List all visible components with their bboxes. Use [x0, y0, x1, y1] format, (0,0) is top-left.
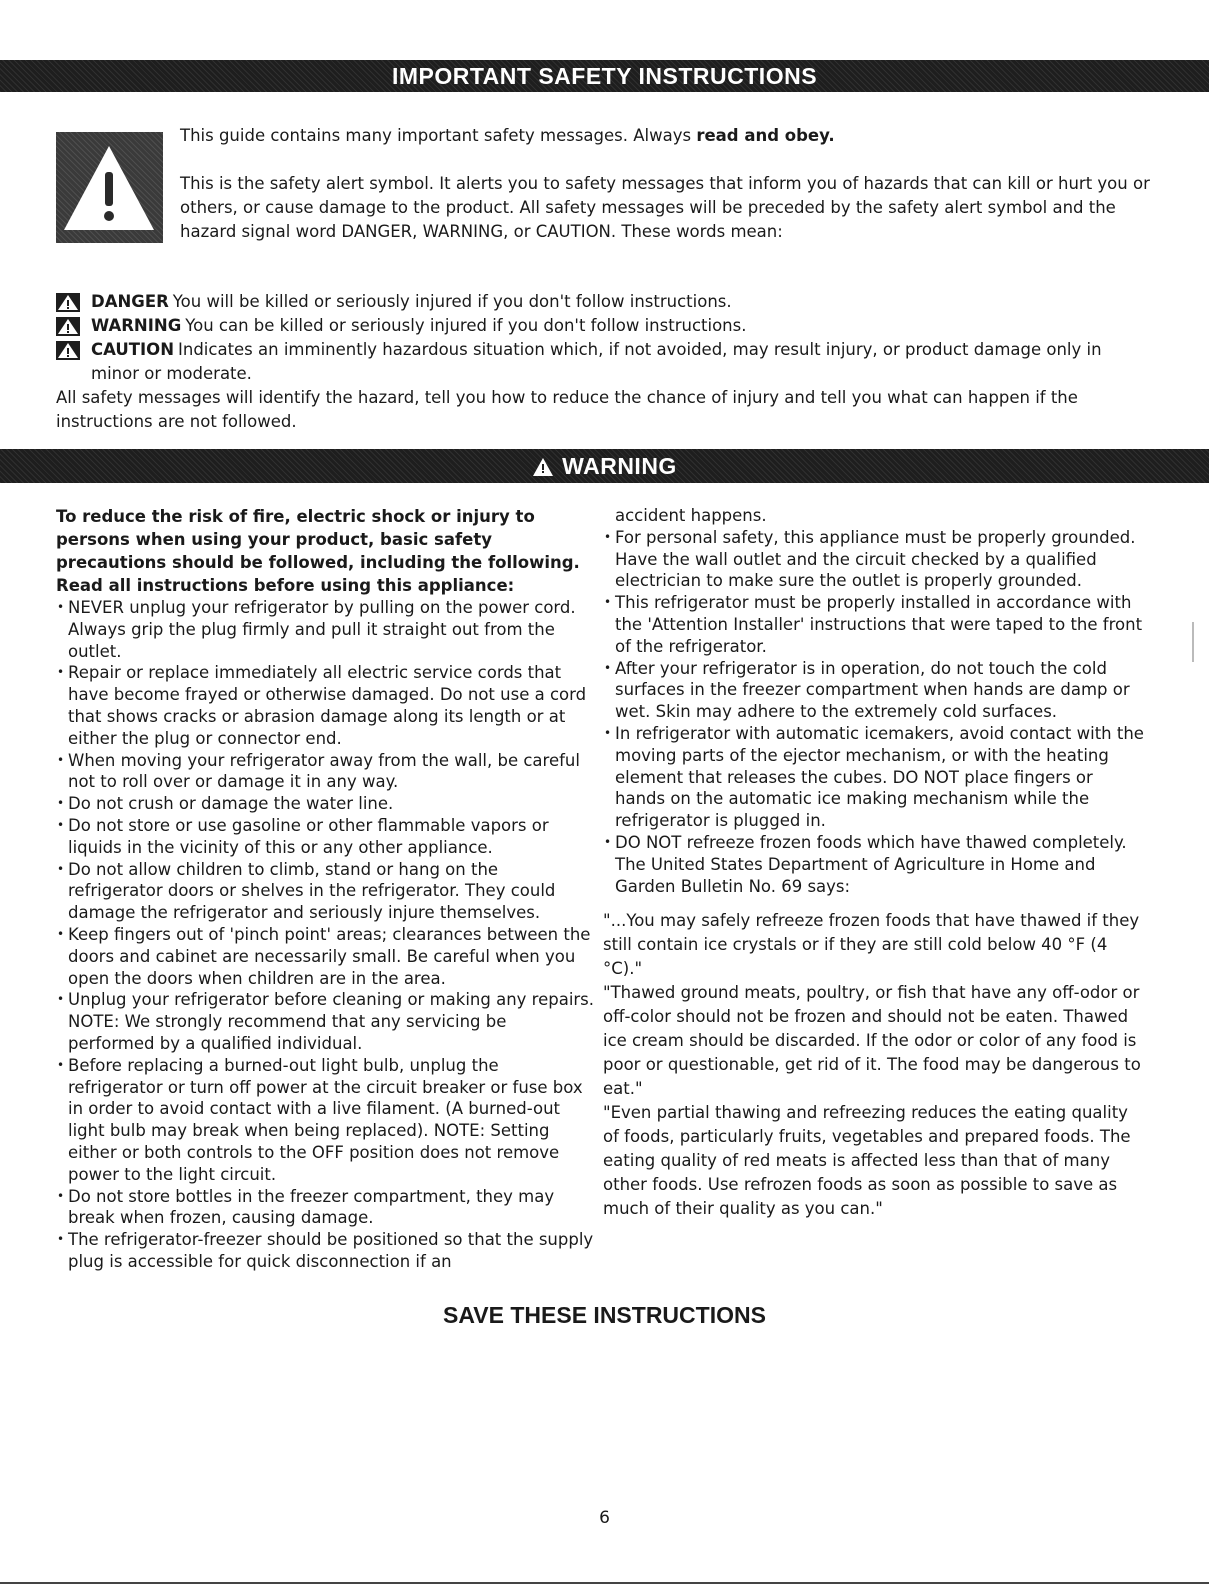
list-item: • Do not crush or damage the water line.: [56, 793, 596, 815]
usda-quote: "Even partial thawing and refreezing reduces the eating quality of foods, particularly fruits, vegetables and prepared foods. The eating quality of red meats is affected less than that of many other foods. Use refrozen foods as soon as possible to save as much of their quality as you can.": [603, 1103, 1131, 1219]
caution-alert-icon: [56, 341, 80, 360]
list-item: • In refrigerator with automatic icemakers, avoid contact with the moving parts of the ejector mechanism, or with the heating element that releases the cubes. DO NOT place fingers or hands on the automatic ice making mechanism while the refrigerator is plugged in.: [603, 723, 1148, 832]
page-title: IMPORTANT SAFETY INSTRUCTIONS: [391, 63, 818, 89]
list-item: • After your refrigerator is in operation, do not touch the cold surfaces in the freezer compartment when hands are damp or wet. Skin may adhere to the extremely cold surfaces.: [603, 658, 1148, 723]
list-item: • Unplug your refrigerator before cleaning or making any repairs. NOTE: We strongly recommend that any servicing be performed by a qualified individual.: [56, 989, 596, 1054]
warning-right-column: [603, 505, 1148, 1221]
warning-left-column: [56, 505, 596, 1273]
intro-emphasis: read and obey.: [696, 126, 835, 145]
scan-edge-mark: [1192, 622, 1194, 662]
list-item: • NEVER unplug your refrigerator by pulling on the power cord. Always grip the plug firmly and pull it straight out from the outlet.: [56, 597, 596, 662]
intro-text: This guide contains many important safety messages. Always: [180, 126, 697, 145]
list-item: • Do not store or use gasoline or other flammable vapors or liquids in the vicinity of this or any other appliance.: [56, 815, 596, 859]
warning-banner: [0, 449, 1209, 483]
signal-caution: [56, 338, 1146, 386]
warning-alert-icon: [56, 317, 80, 336]
continued-text: accident happens.: [615, 506, 767, 525]
signal-text: You will be killed or seriously injured if you don't follow instructions.: [172, 292, 732, 311]
save-instructions-heading: SAVE THESE INSTRUCTIONS: [443, 1302, 766, 1328]
signal-text: Indicates an imminently hazardous situation which, if not avoided, may result injury, or product damage only in minor or moderate.: [91, 340, 1102, 383]
list-item: • For personal safety, this appliance must be properly grounded. Have the wall outlet and the circuit checked by a qualified electrician to make sure the outlet is properly grounded.: [603, 527, 1148, 592]
list-item: • Do not store bottles in the freezer compartment, they may break when frozen, causing damage.: [56, 1186, 596, 1230]
list-item: • When moving your refrigerator away from the wall, be careful not to roll over or damage it in any way.: [56, 750, 596, 794]
list-item: • Keep fingers out of 'pinch point' areas; clearances between the doors and cabinet are necessarily small. Be careful when you open the doors when children are in the area.: [56, 924, 596, 989]
danger-alert-icon: [56, 293, 80, 312]
safety-alert-symbol-icon: [56, 132, 163, 243]
header-banner: [0, 60, 1209, 92]
warning-title: WARNING: [562, 453, 677, 479]
alert-symbol-description: This is the safety alert symbol. It alerts you to safety messages that inform you of hazards that can kill or hurt you or others, or cause damage to the product. All safety messages will be preceded by the safety alert symbol and the hazard signal word DANGER, WARNING, or CAUTION. These words mean:: [180, 174, 1150, 241]
signal-danger: [56, 290, 1146, 314]
list-item: • Before replacing a burned-out light bulb, unplug the refrigerator or turn off power at the circuit breaker or fuse box in order to avoid contact with a live filament. (A burned-out light bulb may break when being replaced). NOTE: Setting either or both controls to the OFF position does not remove power to the light circuit.: [56, 1055, 596, 1186]
warning-lead: To reduce the risk of fire, electric shock or injury to persons when using your product, basic safety precautions should be followed, including the following. Read all instructions before using this appliance:: [56, 507, 580, 595]
left-bullet-list: [56, 597, 596, 1273]
summary-text: All safety messages will identify the hazard, tell you how to reduce the chance of injury and tell you what can happen if the instructions are not followed.: [56, 388, 1078, 431]
list-item: • Do not allow children to climb, stand or hang on the refrigerator doors or shelves in the refrigerator. They could damage the refrigerator and seriously injure themselves.: [56, 859, 596, 924]
warning-triangle-icon: [532, 452, 554, 486]
signal-text: You can be killed or seriously injured if you don't follow instructions.: [185, 316, 747, 335]
signal-warning: [56, 314, 1146, 338]
list-item: • This refrigerator must be properly installed in accordance with the 'Attention Installer' instructions that were taped to the front of the refrigerator.: [603, 592, 1148, 657]
page-number: 6: [599, 1508, 610, 1528]
signal-word: DANGER: [91, 292, 169, 311]
list-item: • Repair or replace immediately all electric service cords that have become frayed or otherwise damaged. Do not use a cord that shows cracks or abrasion damage along its length or at either the plug or connector end.: [56, 662, 596, 749]
intro-paragraph: [180, 124, 1160, 148]
usda-quote: "...You may safely refreeze frozen foods that have thawed if they still contain ice crystals or if they are still cold below 40 °F (4 °C).": [603, 911, 1140, 979]
signal-word: WARNING: [91, 316, 182, 335]
signal-word: CAUTION: [91, 340, 174, 359]
list-item: • DO NOT refreeze frozen foods which have thawed completely. The United States Department of Agriculture in Home and Garden Bulletin No. 69 says:: [603, 832, 1148, 897]
list-item: • The refrigerator-freezer should be positioned so that the supply plug is accessible for quick disconnection if an: [56, 1229, 596, 1273]
signal-word-list: [56, 290, 1146, 386]
bottom-rule: [0, 1582, 1209, 1584]
right-bullet-list: [603, 527, 1148, 898]
usda-quote: "Thawed ground meats, poultry, or fish that have any off-odor or off-color should not be frozen and should not be eaten. Thawed ice cream should be discarded. If the odor or color of any food is poor or questionable, get rid of it. The food may be dangerous to eat.": [603, 983, 1141, 1099]
